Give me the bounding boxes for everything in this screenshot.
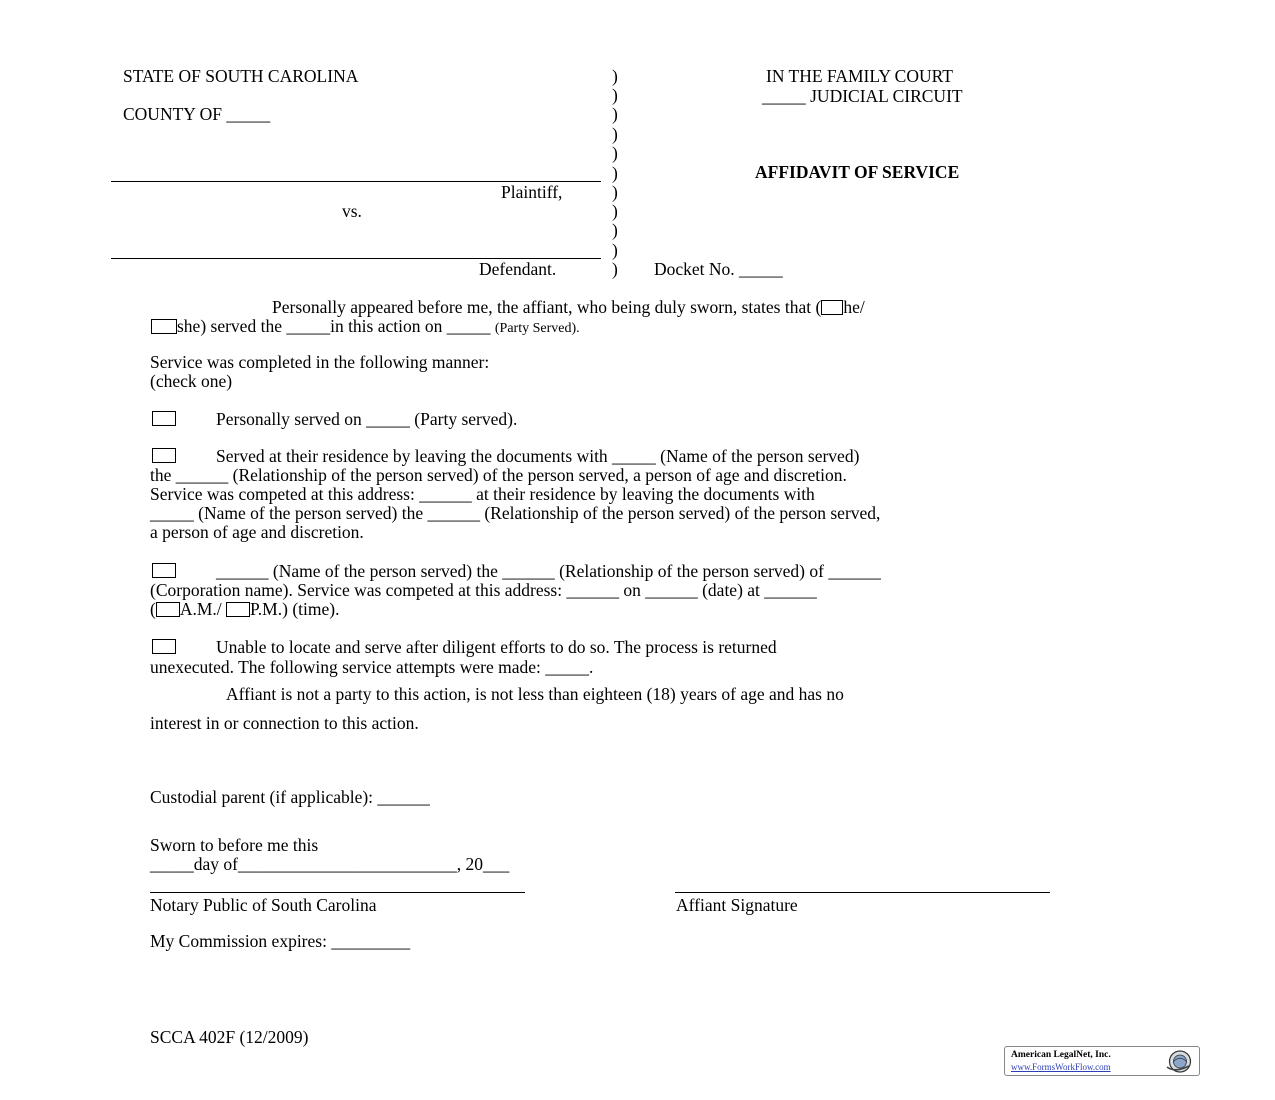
sworn-date-field: _____day of_________________________, 20___ — [150, 854, 510, 874]
state-heading: STATE OF SOUTH CAROLINA — [123, 66, 359, 86]
residence-line-5: a person of age and discretion. — [150, 522, 364, 542]
affiant-statement-line-1: Affiant is not a party to this action, is not less than eighteen (18) years of age and has no — [226, 684, 844, 704]
sworn-line-1: Sworn to before me this — [150, 835, 319, 855]
caption-paren: ) — [612, 124, 618, 144]
residence-line-2: the ______ (Relationship of the person served) of the person served, a person of age and discretion. — [150, 465, 847, 485]
residence-line-3: Service was competed at this address: ______ at their residence by leaving the documents with — [150, 484, 815, 504]
residence-service-checkbox[interactable] — [152, 448, 176, 463]
document-title: AFFIDAVIT OF SERVICE — [755, 162, 960, 182]
versus-label: vs. — [342, 201, 362, 221]
corporation-line-1: ______ (Name of the person served) the ______ (Relationship of the person served) of ______ — [216, 561, 881, 581]
manner-instruction: (check one) — [150, 371, 233, 391]
unable-line-2: unexecuted. The following service attempts were made: _____. — [150, 657, 594, 677]
caption-paren: ) — [612, 85, 618, 105]
am-checkbox[interactable] — [156, 602, 180, 617]
corporation-service-checkbox[interactable] — [152, 563, 176, 578]
defendant-label: Defendant. — [479, 259, 557, 279]
county-field: COUNTY OF _____ — [123, 104, 271, 124]
affiant-signature-label: Affiant Signature — [676, 895, 798, 915]
intro-line-2: she) served the _____in this action on _____ (Party Served). — [151, 316, 580, 339]
personal-service-text: Personally served on _____ (Party served). — [216, 409, 518, 429]
intro-line-1: Personally appeared before me, the affiant, who being duly sworn, states that ( he/ — [272, 297, 865, 317]
commission-expires-field: My Commission expires: _________ — [150, 931, 411, 951]
logo-name: American LegalNet, Inc. — [1011, 1050, 1111, 1060]
caption-paren: ) — [612, 240, 618, 260]
caption-paren: ) — [612, 259, 618, 279]
residence-line-4: _____ (Name of the person served) the ______ (Relationship of the person served) of the person served, — [150, 503, 881, 523]
caption-paren: ) — [612, 143, 618, 163]
corporation-time-line: ( A.M./ P.M.) (time). — [150, 599, 340, 619]
court-heading: IN THE FAMILY COURT — [766, 66, 953, 86]
caption-paren: ) — [612, 201, 618, 221]
affiant-statement-line-2: interest in or connection to this action. — [150, 713, 419, 733]
caption-paren: ) — [612, 220, 618, 240]
globe-icon — [1163, 1049, 1193, 1074]
plaintiff-label: Plaintiff, — [501, 182, 563, 202]
notary-signature-line — [150, 892, 525, 893]
caption-paren: ) — [612, 182, 618, 202]
logo-url-link[interactable]: www.FormsWorkFlow.com — [1011, 1062, 1111, 1072]
caption-paren: ) — [612, 104, 618, 124]
custodial-parent-field: Custodial parent (if applicable): ______ — [150, 787, 430, 807]
corporation-line-2: (Corporation name). Service was competed at this address: ______ on ______ (date) at ______ — [150, 580, 817, 600]
american-legalnet-logo[interactable] — [1004, 1046, 1200, 1076]
notary-label: Notary Public of South Carolina — [150, 895, 377, 915]
she-checkbox[interactable] — [151, 319, 177, 334]
he-checkbox[interactable] — [821, 300, 843, 315]
docket-number: Docket No. _____ — [654, 259, 783, 279]
caption-paren: ) — [612, 163, 618, 183]
affiant-signature-line — [675, 892, 1050, 893]
residence-line-1: Served at their residence by leaving the documents with _____ (Name of the person served) — [216, 446, 860, 466]
personal-service-checkbox[interactable] — [152, 411, 176, 426]
unable-line-1: Unable to locate and serve after diligent efforts to do so. The process is returned — [216, 637, 777, 657]
form-identifier: SCCA 402F (12/2009) — [150, 1027, 309, 1047]
manner-heading: Service was completed in the following manner: — [150, 352, 490, 372]
caption-paren: ) — [612, 66, 618, 86]
unable-to-serve-checkbox[interactable] — [152, 639, 176, 654]
circuit-heading: _____ JUDICIAL CIRCUIT — [762, 86, 963, 106]
pm-checkbox[interactable] — [226, 602, 250, 617]
